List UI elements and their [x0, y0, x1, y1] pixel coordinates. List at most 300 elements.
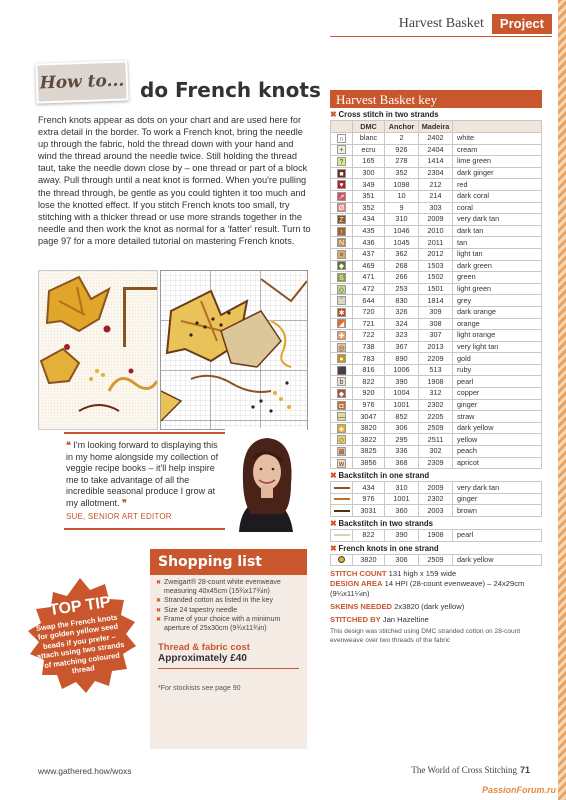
key-dmc-cell: 3047: [353, 411, 385, 423]
stat-value: 14 HPI (28-count evenweave) – 24x29cm (9¼x11¼in): [330, 579, 525, 599]
key-row: [331, 554, 542, 566]
key-row: [331, 493, 542, 505]
key-anchor-cell: 360: [385, 505, 419, 517]
symbol-cell: [331, 376, 353, 388]
stitch-symbol-icon: b: [337, 377, 346, 386]
backstitch-line-icon: [334, 534, 350, 536]
key-name-cell: orange: [453, 318, 542, 330]
key-name-cell: ginger: [453, 493, 542, 505]
key-row: [331, 190, 542, 202]
key-madeira-cell: 1414: [419, 156, 453, 168]
stat-value: 131 high x 159 wide: [388, 569, 457, 579]
stitched-by: [330, 615, 542, 625]
article-title: do French knots: [140, 78, 321, 102]
top-tip-text: Swap the French knots for golden yellow seed beads if you prefer – attach using two strands of matching coloured thread: [35, 612, 125, 676]
key-anchor-cell: 2: [385, 133, 419, 145]
key-madeira-cell: 1501: [419, 283, 453, 295]
shopping-list: [150, 549, 307, 749]
stitch-symbol-icon: Z: [337, 215, 346, 224]
key-anchor-cell: 390: [385, 376, 419, 388]
stat-label: STITCHED BY: [330, 615, 381, 625]
key-row: [331, 411, 542, 423]
key-row: [331, 376, 542, 388]
key-name-cell: ruby: [453, 364, 542, 376]
header-tag: Project: [492, 14, 552, 34]
key-anchor-cell: 1046: [385, 225, 419, 237]
watermark: PassionForum.ru: [481, 785, 556, 795]
symbol-cell: [331, 388, 353, 400]
key-dmc-cell: 721: [353, 318, 385, 330]
key-section-cross: [330, 109, 542, 120]
key-anchor-cell: 306: [385, 554, 419, 566]
cost-value: Approximately £40: [158, 652, 247, 664]
stockists-note: *For stockists see page 90: [158, 684, 241, 692]
stat-value: Jan Hazeltine: [382, 615, 429, 625]
key-madeira-cell: 309: [419, 306, 453, 318]
backstitch-line-icon: [334, 498, 350, 500]
stat-label: DESIGN AREA: [330, 579, 383, 589]
stitch-symbol-icon: ◘: [337, 401, 346, 410]
key-madeira-cell: 2013: [419, 341, 453, 353]
symbol-cell: [331, 457, 353, 469]
key-row: [331, 283, 542, 295]
header-title: Harvest Basket: [398, 16, 484, 31]
key-dmc-cell: 351: [353, 190, 385, 202]
key-row: [331, 133, 542, 145]
stitch-count: [330, 569, 542, 579]
footer-url: www.gathered.how/woxs: [38, 766, 132, 776]
key-section-back1: [330, 470, 542, 481]
key-anchor-cell: 253: [385, 283, 419, 295]
key-name-cell: very dark tan: [453, 214, 542, 226]
key-anchor-cell: 926: [385, 144, 419, 156]
key-row: [331, 399, 542, 411]
key-anchor-cell: 10: [385, 190, 419, 202]
key-dmc-cell: 352: [353, 202, 385, 214]
key-dmc-cell: 3031: [353, 505, 385, 517]
symbol-cell: [331, 306, 353, 318]
key-anchor-cell: 1006: [385, 364, 419, 376]
backstitch-one-rows: [331, 482, 542, 517]
stat-label: SKEINS NEEDED: [330, 602, 393, 612]
key-dmc-cell: 3820: [353, 422, 385, 434]
key-anchor-cell: 326: [385, 306, 419, 318]
key-madeira-cell: 303: [419, 202, 453, 214]
cross-icon: ✖: [330, 543, 337, 553]
key-dmc-cell: 436: [353, 237, 385, 249]
key-madeira-cell: 2010: [419, 225, 453, 237]
key-anchor-cell: 367: [385, 341, 419, 353]
symbol-cell: [331, 260, 353, 272]
stitch-symbol-icon: ⊠: [338, 448, 345, 456]
key-anchor-cell: 1098: [385, 179, 419, 191]
key-row: [331, 202, 542, 214]
key-name-cell: light tan: [453, 248, 542, 260]
key-dmc-cell: 783: [353, 353, 385, 365]
key-anchor-cell: 336: [385, 446, 419, 458]
quote-close-mark: ❞: [122, 497, 127, 508]
key-anchor-cell: 890: [385, 353, 419, 365]
how-to-badge: How to...: [35, 60, 128, 103]
credit-rule: [64, 528, 234, 530]
col-anchor: Anchor: [385, 121, 419, 133]
body-text: French knots appear as dots on your chart and are used here for extra detail in the border. To work a French knot, bring the needle up through the fabric, hold the thread down with your hand and wind the thread around the needle twice. Still holding the thread taut, take the needle down close by – one thread or part of a block away. Pull through until a neat knot is formed. When you're pulling the thread through, be gentle as you could tighten it too much and lose the knotted effect. If you stitch French knots too small, try stitching with a thicker thread or use more strands together in the needle and then work the knot as normal for a 'fatter' result. Turn to page 97 for a more detailed tutorial on mastering French knots.: [38, 115, 311, 246]
cross-icon: ✖: [330, 471, 337, 481]
stitch-symbol-icon: ↑: [337, 227, 346, 236]
key-madeira-cell: 1503: [419, 260, 453, 272]
key-madeira-cell: 2511: [419, 434, 453, 446]
key-dmc-cell: 471: [353, 272, 385, 284]
key-anchor-cell: 306: [385, 422, 419, 434]
symbol-cell: [331, 214, 353, 226]
key-dmc-cell: 720: [353, 306, 385, 318]
key-dmc-cell: 300: [353, 167, 385, 179]
key-row: [331, 318, 542, 330]
key-madeira-cell: 2302: [419, 399, 453, 411]
key-madeira-cell: 2402: [419, 133, 453, 145]
stitch-symbol-icon: ◇: [338, 437, 345, 445]
symbol-cell: [331, 133, 353, 145]
key-anchor-cell: 830: [385, 295, 419, 307]
design-note: This design was stitched using DMC stranded cotton on 28-count evenweave over two threads of the fabric: [330, 628, 521, 644]
thread-key: [330, 90, 542, 645]
chart-sample-image: [160, 270, 308, 430]
key-dmc-cell: 816: [353, 364, 385, 376]
symbol-cell: [331, 202, 353, 214]
key-section-label: Cross stitch in two strands: [338, 110, 439, 119]
key-name-cell: very dark tan: [453, 482, 542, 494]
shopping-item: ✖ Frame of your choice with a minimum aperture of 25x30cm (9¾x11¾in): [156, 616, 299, 633]
key-name-cell: dark yellow: [453, 422, 542, 434]
key-anchor-cell: 1001: [385, 493, 419, 505]
key-name-cell: pearl: [453, 376, 542, 388]
page-number: 71: [519, 765, 530, 775]
key-anchor-cell: 310: [385, 214, 419, 226]
symbol-cell: [331, 341, 353, 353]
col-dmc: DMC: [353, 121, 385, 133]
key-anchor-cell: 278: [385, 156, 419, 168]
key-anchor-cell: 324: [385, 318, 419, 330]
key-row: [331, 248, 542, 260]
key-anchor-cell: 323: [385, 330, 419, 342]
key-madeira-cell: 2003: [419, 505, 453, 517]
stitch-symbol-icon: ◈: [338, 425, 345, 433]
key-dmc-cell: 738: [353, 341, 385, 353]
quote-credit: SUE, SENIOR ART EDITOR: [66, 512, 172, 521]
key-row: [331, 341, 542, 353]
symbol-cell: [331, 283, 353, 295]
symbol-cell: [331, 330, 353, 342]
key-madeira-cell: 513: [419, 364, 453, 376]
key-dmc-cell: 472: [353, 283, 385, 295]
stitch-symbol-icon: S: [337, 273, 346, 282]
symbol-cell: [331, 411, 353, 423]
quote-open-mark: ❝: [66, 440, 71, 450]
key-title: Harvest Basket key: [330, 90, 542, 108]
key-name-cell: red: [453, 179, 542, 191]
key-dmc-cell: 3822: [353, 434, 385, 446]
key-dmc-cell: 976: [353, 493, 385, 505]
stitch-symbol-icon: Ø: [338, 205, 345, 213]
backstitch-line-icon: [334, 510, 350, 512]
stitched-sample-image: [38, 270, 158, 430]
symbol-cell: [331, 167, 353, 179]
key-anchor-cell: 9: [385, 202, 419, 214]
shopping-item: ✖ Size 24 tapestry needle: [156, 607, 299, 616]
key-row: [331, 446, 542, 458]
shopping-item: ✖ Zweigart® 28-count white evenweave measuring 40x45cm (15¾x17¾in): [156, 579, 299, 596]
key-row: [331, 457, 542, 469]
symbol-cell: [331, 554, 353, 566]
backstitch-one-table: [330, 481, 542, 517]
key-madeira-cell: 307: [419, 330, 453, 342]
key-dmc-cell: 437: [353, 248, 385, 260]
key-row: [331, 505, 542, 517]
key-row: [331, 364, 542, 376]
backstitch-two-rows: [331, 530, 542, 542]
key-name-cell: very light tan: [453, 341, 542, 353]
cross-stitch-table: [330, 120, 542, 469]
key-row: [331, 144, 542, 156]
key-name-cell: straw: [453, 411, 542, 423]
key-row: [331, 434, 542, 446]
cross-icon: ✖: [330, 110, 337, 119]
key-name-cell: white: [453, 133, 542, 145]
backstitch-line-icon: [334, 487, 350, 489]
cost-label: Thread & fabric cost: [158, 641, 250, 653]
key-madeira-cell: 2509: [419, 554, 453, 566]
stitch-symbol-icon: ◇: [338, 286, 345, 294]
symbol-cell: [331, 272, 353, 284]
french-knot-table: [330, 554, 542, 567]
stitch-symbol-icon: ↗: [338, 193, 345, 201]
stitch-symbol-icon: ×: [337, 250, 346, 259]
key-name-cell: yellow: [453, 434, 542, 446]
key-row: [331, 156, 542, 168]
cross-stitch-rows: [331, 133, 542, 469]
key-dmc-cell: 822: [353, 530, 385, 542]
symbol-cell: [331, 237, 353, 249]
key-section-label: Backstitch in one strand: [338, 471, 430, 481]
key-dmc-cell: 822: [353, 376, 385, 388]
key-row: [331, 353, 542, 365]
symbol-cell: [331, 434, 353, 446]
key-madeira-cell: 2509: [419, 422, 453, 434]
symbol-cell: [331, 225, 353, 237]
key-madeira-cell: 2009: [419, 482, 453, 494]
key-anchor-cell: 1001: [385, 399, 419, 411]
symbol-cell: [331, 318, 353, 330]
key-dmc-cell: 644: [353, 295, 385, 307]
skeins-needed: [330, 602, 542, 612]
key-name-cell: copper: [453, 388, 542, 400]
french-knot-icon: [338, 556, 345, 563]
stat-label: STITCH COUNT: [330, 569, 387, 579]
key-anchor-cell: 352: [385, 167, 419, 179]
key-name-cell: green: [453, 272, 542, 284]
symbol-cell: [331, 493, 353, 505]
header-rule: [330, 36, 552, 37]
key-anchor-cell: 310: [385, 482, 419, 494]
key-dmc-cell: 434: [353, 482, 385, 494]
key-madeira-cell: 2209: [419, 353, 453, 365]
stitch-symbol-icon: ∩: [338, 135, 345, 143]
symbol-cell: [331, 295, 353, 307]
symbol-cell: [331, 190, 353, 202]
key-dmc-cell: 3856: [353, 457, 385, 469]
key-dmc-cell: 3820: [353, 554, 385, 566]
editor-quote: [66, 440, 226, 509]
key-madeira-cell: 312: [419, 388, 453, 400]
key-dmc-cell: 722: [353, 330, 385, 342]
key-madeira-cell: 308: [419, 318, 453, 330]
key-anchor-cell: 1004: [385, 388, 419, 400]
key-anchor-cell: 368: [385, 457, 419, 469]
key-row: [331, 237, 542, 249]
key-dmc-cell: ecru: [353, 144, 385, 156]
cost-rule: [158, 668, 299, 669]
key-name-cell: dark coral: [453, 190, 542, 202]
key-dmc-cell: 435: [353, 225, 385, 237]
key-name-cell: light green: [453, 283, 542, 295]
key-dmc-cell: 920: [353, 388, 385, 400]
col-name: [453, 121, 542, 133]
key-madeira-cell: 2012: [419, 248, 453, 260]
key-anchor-cell: 362: [385, 248, 419, 260]
key-dmc-cell: 3825: [353, 446, 385, 458]
key-name-cell: dark green: [453, 260, 542, 272]
key-anchor-cell: 390: [385, 530, 419, 542]
key-madeira-cell: 1502: [419, 272, 453, 284]
key-anchor-cell: 295: [385, 434, 419, 446]
key-name-cell: light orange: [453, 330, 542, 342]
key-row: [331, 272, 542, 284]
footer-magazine: [411, 765, 530, 775]
symbol-cell: [331, 144, 353, 156]
key-name-cell: grey: [453, 295, 542, 307]
key-name-cell: dark orange: [453, 306, 542, 318]
stitch-symbol-icon: ⬛: [338, 367, 347, 375]
key-anchor-cell: 266: [385, 272, 419, 284]
key-section-label: Backstitch in two strands: [338, 519, 433, 528]
key-name-cell: cream: [453, 144, 542, 156]
page-header: [399, 14, 552, 34]
key-madeira-cell: 212: [419, 179, 453, 191]
symbol-cell: [331, 422, 353, 434]
key-madeira-cell: 302: [419, 446, 453, 458]
stitch-symbol-icon: ◆: [338, 263, 345, 271]
shopping-list-title: Shopping list: [150, 549, 307, 575]
key-row: [331, 530, 542, 542]
key-name-cell: lime green: [453, 156, 542, 168]
key-name-cell: dark tan: [453, 225, 542, 237]
key-madeira-cell: 2205: [419, 411, 453, 423]
french-knot-rows: [331, 554, 542, 566]
stitch-symbol-icon: ◎: [338, 344, 345, 352]
key-name-cell: peach: [453, 446, 542, 458]
stitch-symbol-icon: ˆ: [337, 296, 346, 305]
key-name-cell: dark yellow: [453, 554, 542, 566]
top-tip-badge: [20, 576, 140, 696]
symbol-cell: [331, 505, 353, 517]
stitch-symbol-icon: N: [338, 240, 345, 248]
key-name-cell: ginger: [453, 399, 542, 411]
stitch-symbol-icon: ♥: [337, 180, 346, 189]
key-madeira-cell: 214: [419, 190, 453, 202]
key-dmc-cell: 434: [353, 214, 385, 226]
symbol-cell: [331, 530, 353, 542]
magazine-name: The World of Cross Stitching: [411, 765, 517, 775]
stitch-symbol-icon: ✱: [338, 309, 345, 317]
key-row: [331, 260, 542, 272]
key-dmc-cell: 165: [353, 156, 385, 168]
key-row: [331, 225, 542, 237]
stitch-symbol-icon: ■: [337, 169, 346, 178]
col-symbol: [331, 121, 353, 133]
stitch-symbol-icon: ◆: [338, 390, 345, 398]
key-dmc-cell: 976: [353, 399, 385, 411]
stat-value: 2x3820 (dark yellow): [394, 602, 465, 612]
key-madeira-cell: 2009: [419, 214, 453, 226]
key-name-cell: dark ginger: [453, 167, 542, 179]
key-row: [331, 214, 542, 226]
key-name-cell: gold: [453, 353, 542, 365]
symbol-cell: [331, 364, 353, 376]
stitch-symbol-icon: w: [338, 460, 345, 468]
key-section-french: [330, 543, 542, 554]
key-anchor-cell: 852: [385, 411, 419, 423]
key-section-back2: [330, 518, 542, 529]
symbol-cell: [331, 353, 353, 365]
key-name-cell: pearl: [453, 530, 542, 542]
editor-photo: [225, 428, 307, 532]
symbol-cell: [331, 179, 353, 191]
symbol-cell: [331, 156, 353, 168]
symbol-cell: [331, 399, 353, 411]
key-row: [331, 179, 542, 191]
symbol-cell: [331, 446, 353, 458]
stitch-symbol-icon: ?: [337, 157, 346, 166]
key-row: [331, 330, 542, 342]
key-madeira-cell: 2404: [419, 144, 453, 156]
symbol-cell: [331, 248, 353, 260]
key-row: [331, 422, 542, 434]
key-name-cell: apricot: [453, 457, 542, 469]
key-dmc-cell: 349: [353, 179, 385, 191]
key-row: [331, 388, 542, 400]
cross-icon: ✖: [330, 519, 337, 528]
shopping-item: ✖ Stranded cotton as listed in the key: [156, 597, 299, 606]
key-anchor-cell: 268: [385, 260, 419, 272]
stitch-symbol-icon: +: [337, 145, 346, 154]
stitch-symbol-icon: ●: [337, 354, 346, 363]
stitch-symbol-icon: —: [338, 414, 345, 422]
key-madeira-cell: 2304: [419, 167, 453, 179]
top-tip-title: TOP TIP: [48, 593, 112, 620]
key-madeira-cell: 2011: [419, 237, 453, 249]
col-madeira: Madeira: [419, 121, 453, 133]
key-row: [331, 167, 542, 179]
key-madeira-cell: 2302: [419, 493, 453, 505]
key-section-label: French knots in one strand: [338, 543, 439, 553]
shopping-items: [150, 575, 307, 634]
backstitch-two-table: [330, 529, 542, 542]
key-madeira-cell: 1814: [419, 295, 453, 307]
quote-text: I'm looking forward to displaying this in my home alongside my collection of veggie recipe books – it'll help inspire me to take advantage of all the incredible seasonal produce I grow at my allotment.: [66, 440, 219, 508]
key-row: [331, 306, 542, 318]
stitch-symbol-icon: ◢: [338, 321, 345, 329]
key-dmc-cell: 469: [353, 260, 385, 272]
